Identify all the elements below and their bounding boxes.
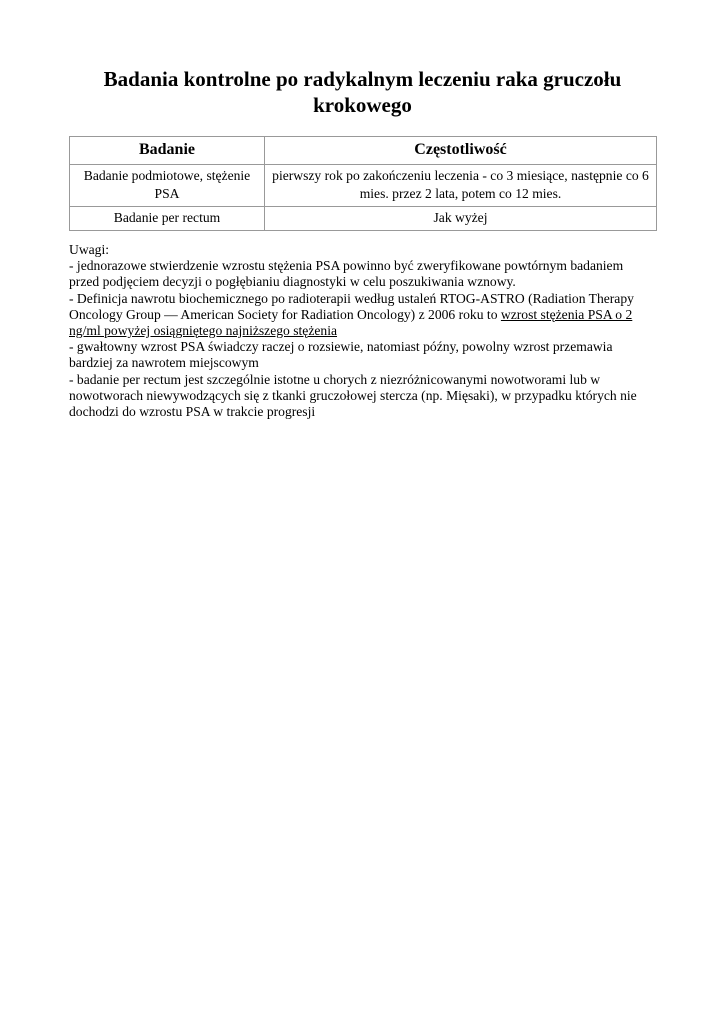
- definition-underlined-text: wzrost stężenia PSA o 2 ng/ml powyżej osiągniętego najniższego stężenia: [69, 306, 633, 339]
- note-item-definition: [69, 291, 656, 340]
- document-title: Badania kontrolne po radykalnym leczeniu raka gruczołu krokowego: [103, 67, 622, 117]
- definition-text: - Definicja nawrotu biochemicznego po radioterapii według ustaleń RTOG-ASTRO (Radiation Therapy Oncology Group — American Society for Radiation Oncology) z 2006 roku to: [69, 290, 634, 322]
- column-header-frequency: Częstotliwość: [265, 137, 657, 165]
- note-item: - gwałtowny wzrost PSA świadczy raczej o rozsiewie, natomiast późny, powolny wzrost przemawia bardziej za nawrotem miejscowym: [69, 339, 613, 371]
- table-cell-examination: Badanie per rectum: [70, 207, 265, 231]
- table-header-row: [70, 137, 657, 165]
- follow-up-table: [69, 136, 657, 231]
- table-cell-examination: Badanie podmiotowe, stężenie PSA: [70, 165, 265, 207]
- column-header-examination: Badanie: [70, 137, 265, 165]
- table-row: [70, 165, 657, 207]
- table-row: [70, 207, 657, 231]
- notes-section: [69, 242, 656, 420]
- note-item: - jednorazowe stwierdzenie wzrostu stężenia PSA powinno być zweryfikowane powtórnym badaniem przed podjęciem decyzji o pogłębianiu diagnostyki w celu poszukiwania wznowy.: [69, 258, 624, 290]
- table-cell-frequency: Jak wyżej: [265, 207, 657, 231]
- table-cell-frequency: pierwszy rok po zakończeniu leczenia - co 3 miesiące, następnie co 6 mies. przez 2 lata, potem co 12 mies.: [265, 165, 657, 207]
- note-item: - badanie per rectum jest szczególnie istotne u chorych z niezróżnicowanymi nowotworami lub w nowotworach niewywodzących się z tkanki gruczołowej stercza (np. Mięsaki), w przypadku których nie dochodzi do wzrostu PSA w trakcie progresji: [69, 371, 637, 420]
- notes-heading: Uwagi:: [69, 242, 110, 257]
